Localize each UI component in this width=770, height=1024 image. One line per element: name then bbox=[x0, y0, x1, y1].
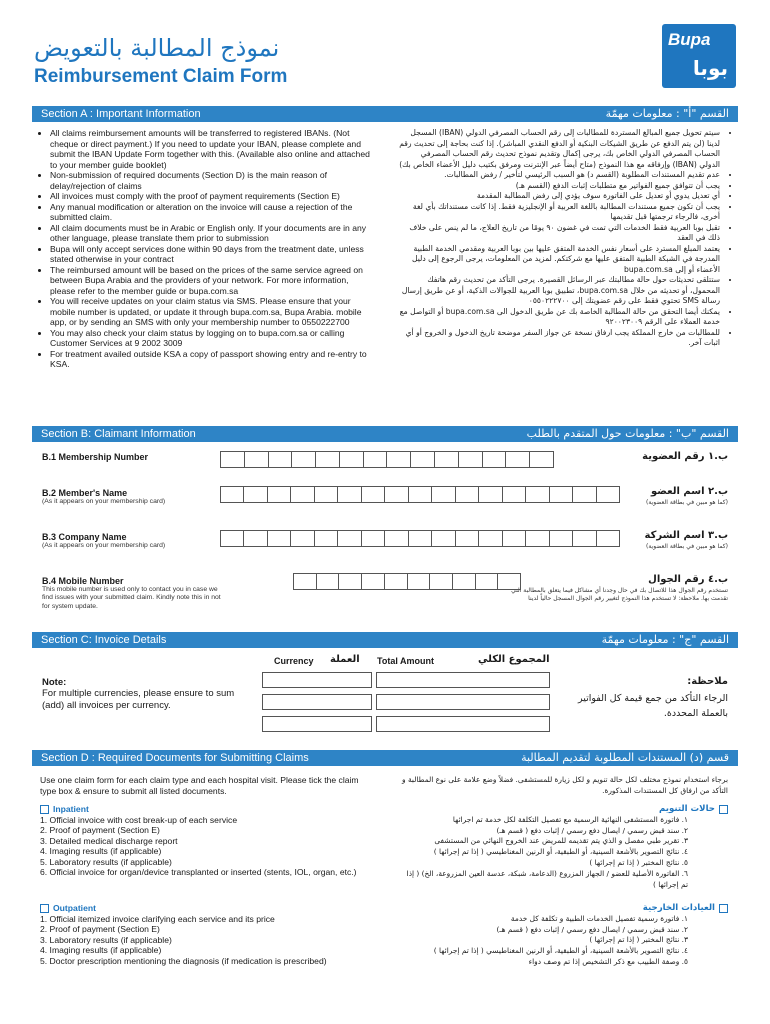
inpatient-doc-item: 2. Proof of payment (Section E) bbox=[40, 825, 160, 835]
inpatient-doc-item-ar: ٤. نتائج التصوير بالأشعة السينية، أو الطبقية، أو الرنين المغناطيسي ( إذا تم إجرائها ) bbox=[433, 847, 688, 857]
outpatient-block-ar bbox=[398, 903, 728, 968]
checkbox-icon[interactable] bbox=[719, 805, 728, 814]
inpatient-checkbox-ar[interactable] bbox=[398, 804, 728, 815]
info-item-ar: • يمكنك أيضا التحقق من حالة المطالبة الخاصة بك عن طريق الدخول الى bupa.com.sa أو التواصل مع خدمة العملاء على الرقم ٩٢٠٠٢٣٠٠٩ bbox=[398, 307, 720, 328]
section-d-title-ar: قسم (د) المستندات المطلوبة لتقديم المطالبة bbox=[521, 751, 729, 764]
checkbox-icon[interactable] bbox=[719, 904, 728, 913]
company-name-label-ar: ب.٣ اسم الشركة bbox=[644, 530, 728, 541]
outpatient-label-ar: العيادات الخارجية bbox=[642, 903, 715, 913]
outpatient-doc-item: 5. Doctor prescription mentioning the diagnosis (if medication is prescribed) bbox=[40, 955, 327, 966]
mobile-number-hint-ar: تستخدم رقم الجوال هذا للاتصال بك في حال وجدنا أي مشاكل فيما يتعلق بالمطالبة التي تقدمت بها. ملاحظة: لا تستخدم هذا النموذج لتغيير رقم الجوال المسجل حالياً لدينا bbox=[511, 587, 728, 603]
membership-number-label-ar: ب.١ رقم العضوية bbox=[642, 451, 728, 462]
logo-text-ar: بوبا bbox=[692, 56, 728, 80]
outpatient-doc-item-ar: ١. فاتورة رسمية تفصيل الخدمات الطبية و تكلفة كل خدمة bbox=[510, 913, 688, 923]
outpatient-checkbox-ar[interactable] bbox=[398, 903, 728, 914]
section-d-intro-ar: برجاء استخدام نموذج مختلف لكل حالة تنويم و لكل زيارة للمستشفى. فضلاً وضع علامة على نوع المطالبة و التأكد من ارفاق كل المستندات المذكورة. bbox=[402, 775, 728, 795]
company-name-hint-ar: (كما هو مبين في بطاقة العضوية) bbox=[646, 543, 728, 550]
inpatient-doc-item: 5. Laboratory results (if applicable) bbox=[40, 856, 172, 867]
info-item: • You may also check your claim status by logging on to bupa.com.sa or calling Customer Services at 9 2002 3009 bbox=[50, 328, 370, 349]
info-item: • For treatment availed outside KSA a copy of passport showing entry and re-entry to KSA. bbox=[50, 349, 370, 370]
info-item: • All invoices must comply with the proof of payment requirements (Section E) bbox=[50, 191, 370, 202]
company-name-hint: (As it appears on your membership card) bbox=[42, 542, 166, 549]
outpatient-doc-item-ar: ٥. وصفة الطبيب مع ذكر التشخيص إذا تم وصف دواء bbox=[528, 956, 688, 966]
section-b-title: Section B: Claimant Information bbox=[41, 428, 196, 440]
info-item-ar: • عدم تقديم المستندات المطلوبة (القسم د) هو السبب الرئيسي لتأخير / رفض المطالبات. bbox=[398, 170, 720, 181]
outpatient-doc-item-ar: ٤. نتائج التصوير بالأشعة السينية، أو الطبقية، أو الرنين المغناطيسي ( إذا تم إجرائها ) bbox=[433, 946, 688, 956]
mobile-number-label: B.4 Mobile Number bbox=[42, 576, 124, 586]
info-item: • All claim documents must be in Arabic or English only. If your documents are in any other language, please translate them prior to submission bbox=[50, 223, 370, 244]
inpatient-label: Inpatient bbox=[53, 804, 89, 814]
currency-input-2[interactable] bbox=[262, 694, 372, 710]
membership-number-label: B.1 Membership Number bbox=[42, 452, 149, 462]
member-name-input[interactable] bbox=[220, 486, 620, 503]
section-c-title-ar: القسم "ج" : معلومات مهمّة bbox=[601, 633, 729, 646]
outpatient-checkbox[interactable] bbox=[40, 903, 370, 914]
section-b-header bbox=[32, 426, 738, 442]
info-item: • Bupa will only accept services done within 90 days from the treatment date, unless stated otherwise in your contract bbox=[50, 244, 370, 265]
section-a-title-ar: القسم "أ" : معلومات مهمّة bbox=[605, 107, 729, 120]
inpatient-checkbox[interactable] bbox=[40, 804, 370, 815]
inpatient-block-ar bbox=[398, 804, 728, 890]
outpatient-doc-item: 1. Official itemized invoice clarifying each service and its price bbox=[40, 913, 275, 924]
info-item-ar: • يجب أن تكون جميع مستندات المطالبة باللغة العربية أو الإنجليزية فقط. إذا كانت مستنداتك بأي لغة أخرى، فالرجاء ترجمتها قبل تقديمها bbox=[398, 202, 720, 223]
section-a-header bbox=[32, 106, 738, 122]
currency-input-1[interactable] bbox=[262, 672, 372, 688]
info-item-ar: • ستتلقى تحديثات حول حالة مطالبتك عبر الرسائل القصيرة. يرجى التأكد من تحديث رقم هاتفك المحمول، أو تحديثه من خلال bupa.com.sa، تطبيق بوبا العربية للجوالات الذكية، أو عن طريق إرسال رسالة SMS تحتوي فقط على رقم عضويتك إلى ٠٥٥٠٢٢٢٧٠٠ bbox=[398, 275, 720, 307]
info-item: • You will receive updates on your claim status via SMS. Please ensure that your mobile number is updated, or update it through bupa.com.sa, Bupa Arabia. mobile app, or by sending an SMS with only your membership number to 0550222700 bbox=[50, 296, 370, 328]
outpatient-doc-item: 2. Proof of payment (Section E) bbox=[40, 924, 160, 934]
outpatient-doc-item-ar: ٣. نتائج المختبر ( إذا تم إجرائها ) bbox=[589, 935, 688, 945]
section-d-title: Section D : Required Documents for Submitting Claims bbox=[41, 752, 309, 764]
info-item-ar: • تقبل بوبا العربية فقط الخدمات التي تمت في غضون ٩٠ يومًا من تاريخ العلاج، ما لم ينص على خلاف ذلك في العقد bbox=[398, 223, 720, 244]
section-a-list-ar bbox=[398, 128, 728, 349]
form-title: Reimbursement Claim Form bbox=[34, 66, 288, 87]
inpatient-doc-item-ar: ١. فاتورة المستشفى النهائية الرسمية مع تفصيل التكلفة لكل خدمة تم اجرائها bbox=[452, 814, 688, 824]
outpatient-block bbox=[40, 903, 370, 966]
note-title-ar: ملاحظة: bbox=[687, 676, 728, 687]
section-c-header bbox=[32, 632, 738, 648]
info-item: • Non-submission of required documents (Section D) is the main reason of delay/rejection of claims bbox=[50, 170, 370, 191]
inpatient-doc-item: 3. Detailed medical discharge report bbox=[40, 835, 178, 846]
currency-input-3[interactable] bbox=[262, 716, 372, 732]
total-amount-header-ar: المجموع الكلي bbox=[478, 654, 550, 665]
info-item-ar: • سيتم تحويل جميع المبالغ المستردة للمطالبات إلى رقم الحساب المصرفي الدولي (IBAN) المسجل لدينا (لن يتم الدفع عن طريق الشيكات البنكية أو الدفع النقدي المباشر). إذا كنت بحاجة إلى تحديث رقم الحساب المصرفي الدولي الخاص بك، يرجى إكمال وتقديم نموذج تحديث رقم الحساب المصرفي الدولي (IBAN) وإرفاقه مع هذا النموذج (متاح أيضاً عبر الإنترنت ومرفق بكتيب دليل الأعضاء الخاص بك) bbox=[398, 128, 720, 170]
bupa-logo bbox=[662, 24, 736, 88]
outpatient-label: Outpatient bbox=[53, 903, 96, 913]
member-name-label-ar: ب.٢ اسم العضو bbox=[651, 486, 728, 497]
info-item-ar: • يجب أن تتوافق جميع الفواتير مع متطلبات إثبات الدفع (القسم هـ) bbox=[398, 181, 720, 192]
outpatient-doc-item: 3. Laboratory results (if applicable) bbox=[40, 934, 172, 945]
section-c-title: Section C: Invoice Details bbox=[41, 634, 167, 646]
member-name-label: B.2 Member's Name bbox=[42, 488, 128, 498]
note-title: Note: bbox=[42, 677, 67, 688]
inpatient-doc-item: 4. Imaging results (if applicable) bbox=[40, 846, 162, 856]
outpatient-doc-item: 4. Imaging results (if applicable) bbox=[40, 945, 162, 955]
total-amount-input-1[interactable] bbox=[376, 672, 550, 688]
note-text-ar: الرجاء التأكد من جمع قيمة كل الفواتير بالعملة المحددة. bbox=[577, 693, 728, 719]
total-amount-input-2[interactable] bbox=[376, 694, 550, 710]
outpatient-doc-item-ar: ٢. سند قبض رسمي / ايصال دفع رسمي / إثبات دفع ( قسم هـ) bbox=[496, 924, 688, 934]
section-d-intro: Use one claim form for each claim type and each hospital visit. Please tick the claim type box & ensure to submit all listed documents. bbox=[40, 775, 359, 796]
currency-header-ar: العملة bbox=[330, 654, 360, 665]
checkbox-icon[interactable] bbox=[40, 904, 49, 913]
total-amount-input-3[interactable] bbox=[376, 716, 550, 732]
company-name-label: B.3 Company Name bbox=[42, 532, 127, 542]
company-name-input[interactable] bbox=[220, 530, 620, 547]
inpatient-doc-item-ar: ٢. سند قبض رسمي / ايصال دفع رسمي / إثبات دفع ( قسم هـ) bbox=[496, 825, 688, 835]
membership-number-input[interactable] bbox=[220, 451, 554, 468]
section-a-title: Section A : Important Information bbox=[41, 108, 201, 120]
inpatient-label-ar: حالات التنويم bbox=[659, 804, 715, 814]
info-item: • The reimbursed amount will be based on the prices of the same service agreed on between Bupa Arabia and the providers of your network. For more information, please refer to the member guide or bupa.com.sa bbox=[50, 265, 370, 297]
mobile-number-input[interactable] bbox=[293, 573, 521, 590]
section-a-list bbox=[40, 128, 370, 370]
info-item: • All claims reimbursement amounts will be transferred to registered IBANs. (Not cheque or direct payment.) If you need to update your IBAN, please complete and submit the IBAN Update Form together with this. (Available also online and attached to your member guide booklet) bbox=[50, 128, 370, 170]
logo-text-en: Bupa bbox=[668, 30, 711, 49]
info-item-ar: • أي تعديل يدوي أو تعديل على الفاتورة سوف يؤدي إلى رفض المطالبة المقدمة bbox=[398, 191, 720, 202]
mobile-number-hint: This mobile number is used only to contact you in case we find issues with your submitted claim. Kindly note this in not for system update. bbox=[42, 586, 221, 610]
inpatient-doc-item-ar: ٥. نتائج المختبر ( إذا تم إجرائها ) bbox=[589, 857, 688, 867]
section-b-title-ar: القسم "ب" : معلومات حول المتقدم بالطلب bbox=[526, 427, 729, 440]
inpatient-doc-item-ar: ٦. الفاتورة الأصلية للعضو / الجهاز المزروع (الدعامة، شبكة، عدسة العين المزروعة، الخ) ( إذا تم إجرائها ) bbox=[406, 868, 688, 889]
mobile-number-label-ar: ب.٤ رقم الجوال bbox=[648, 574, 728, 585]
inpatient-doc-item-ar: ٣. تقرير طبي مفصل و الذي يتم تقديمه للمريض عند الخروج النهائي من المستشفى bbox=[434, 836, 688, 846]
info-item-ar: • يعتمد المبلغ المسترد على أسعار نفس الخدمة المتفق عليها بين بوبا العربية ومقدمي الخدمة الطبية المدرجة في الشبكة الطبية المتفق عليها مع شركتكم. لمزيد من المعلومات، يرجى الرجوع إلى دليل الأعضاء أو إلى bupa.com.sa bbox=[398, 244, 720, 276]
section-d-header bbox=[32, 750, 738, 766]
member-name-hint: (As it appears on your membership card) bbox=[42, 498, 166, 505]
total-amount-header: Total Amount bbox=[377, 656, 434, 666]
inpatient-doc-item: 1. Official invoice with cost break-up of each service bbox=[40, 814, 238, 825]
inpatient-doc-item: 6. Official invoice for organ/device transplanted or inserted (stents, IOL, organ, etc.) bbox=[40, 867, 357, 877]
info-item: • Any manual modification or alteration on the invoice will cause a rejection of the submitted claim. bbox=[50, 202, 370, 223]
checkbox-icon[interactable] bbox=[40, 805, 49, 814]
currency-header: Currency bbox=[274, 656, 314, 666]
info-item-ar: • للمطالبات من خارج المملكة يجب ارفاق نسخة عن جواز السفر موضحة تاريخ الدخول و الخروج أو أي اثبات آخر. bbox=[398, 328, 720, 349]
form-title-arabic: نموذج المطالبة بالتعويض bbox=[34, 34, 280, 62]
note-text: For multiple currencies, please ensure to sum (add) all invoices per currency. bbox=[42, 688, 235, 711]
member-name-hint-ar: (كما هو مبين في بطاقة العضوية) bbox=[646, 499, 728, 506]
inpatient-block bbox=[40, 804, 370, 878]
